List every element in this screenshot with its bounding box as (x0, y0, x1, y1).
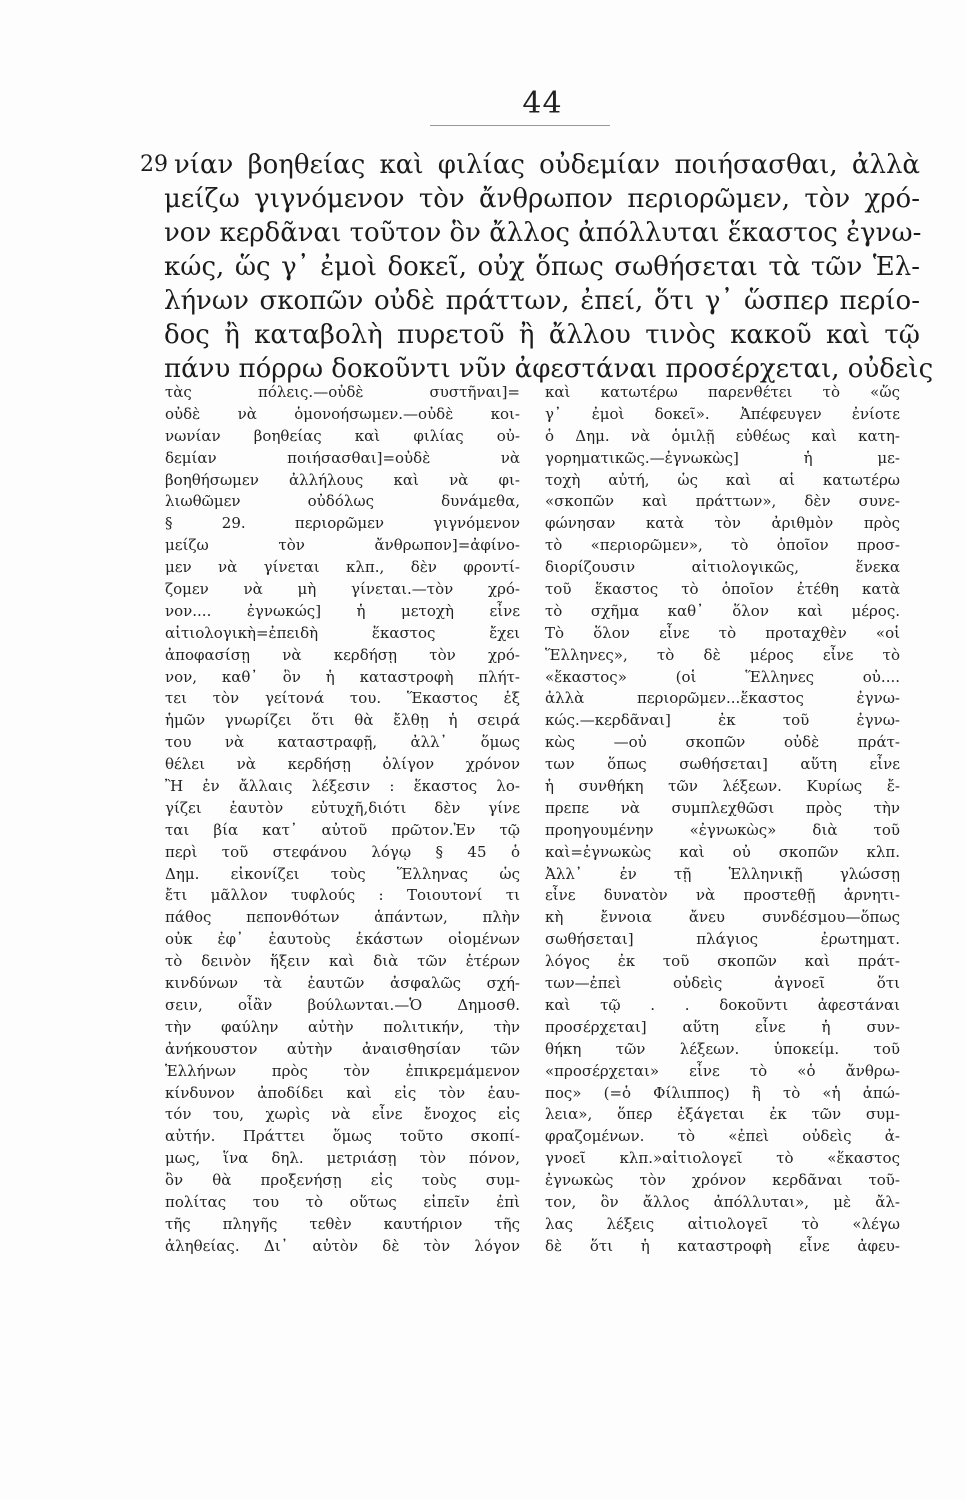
note-line: κινδύνων τὰ ἑαυτῶν ἀσφαλῶς σχή- (165, 974, 520, 993)
main-text-line (140, 148, 920, 182)
note-line: «σκοπῶν καὶ πράττων», δὲν συνε- (545, 492, 900, 511)
section-number: 29 (140, 152, 168, 177)
note-line: τόν του, χωρὶς νὰ εἶνε ἔνοχος εἰς (165, 1105, 520, 1124)
note-line: «προσέρχεται» εἶνε τὸ «ὁ ἄνθρω- (545, 1061, 900, 1080)
note-line: γ᾽ ἐμοὶ δοκεῖ». Ἀπέφευγεν ἐνίοτε (545, 404, 900, 423)
note-line: «ἕκαστος» (οἱ Ἕλληνες οὐ.... (545, 667, 900, 686)
note-line: τὸ «περιορῶμεν», τὸ ὁποῖον προσ- (545, 536, 900, 555)
main-text-line (140, 284, 920, 318)
note-line: νωνίαν βοηθείας καὶ φιλίας οὐ- (165, 426, 520, 445)
note-line: μείζω τὸν ἄνθρωπον]=ἀφίνο- (165, 536, 520, 555)
note-line: ἔτι μᾶλλον τυφλούς : Τοιουτονί τι (165, 886, 520, 905)
note-line: § 29. περιορῶμεν γιγνόμενον (165, 514, 520, 533)
note-line: λας λέξεις αἰτιολογεῖ τὸ «λέγω (545, 1214, 900, 1233)
note-line: τον, ὃν ἄλλος ἀπόλλυται», μὲ ἄλ- (545, 1192, 900, 1211)
note-line: οὐκ ἐφ᾽ ἑαυτοὺς ἑκάστων οἰομένων (165, 930, 520, 949)
notes-right-column (545, 382, 900, 1258)
note-line: οὐδὲ νὰ ὁμονοήσωμεν.—οὐδὲ κοι- (165, 404, 520, 423)
main-text-line (140, 182, 920, 216)
note-line: φραζομένων. τὸ «ἐπεὶ οὐδεὶς ἀ- (545, 1127, 900, 1146)
note-line: καὶ τῷ . . δοκοῦντι ἀφεστάναι (545, 995, 900, 1014)
note-line: ἀνήκουστον αὐτὴν ἀναισθησίαν τῶν (165, 1039, 520, 1058)
note-line: τοχὴ αὐτή, ὡς καὶ αἱ κατωτέρω (545, 470, 900, 489)
page-number: 44 (522, 86, 563, 121)
main-text-content: νον κερδᾶναι τοῦτον ὃν ἄλλος ἀπόλλυται ἕκαστος ἐγνω- (164, 218, 922, 248)
note-line: τει τὸν γείτονά του. Ἕκαστος ἐξ (165, 689, 520, 708)
note-line: του νὰ καταστραφῇ, ἀλλ᾽ ὅμως (165, 733, 520, 752)
note-line: σειν, οἶἂν βούλωνται.—Ὁ Δημοσθ. (165, 995, 520, 1014)
note-line: λόγος ἐκ τοῦ σκοπῶν καὶ πράτ- (545, 952, 900, 971)
note-line: πάθος πεπονθότων ἁπάντων, πλὴν (165, 908, 520, 927)
note-line: προσέρχεται] αὕτη εἶνε ἡ συν- (545, 1017, 900, 1036)
note-line: ἀποφασίσῃ νὰ κερδήσῃ τὸν χρό- (165, 645, 520, 664)
note-line: μως, ἵνα δηλ. μετριάσῃ τὸν πόνον, (165, 1149, 520, 1168)
note-line: ἡ συνθήκη τῶν λέξεων. Κυρίως ἔ- (545, 777, 900, 796)
notes-left-column (165, 382, 520, 1258)
note-line: λιωθῶμεν οὐδόλως δυνάμεθα, (165, 492, 520, 511)
note-line: περὶ τοῦ στεφάνου λόγῳ § 45 ὁ (165, 842, 520, 861)
note-line: πολίτας του τὸ οὕτως εἰπεῖν ἐπὶ (165, 1192, 520, 1211)
note-line: νον, καθ᾽ ὃν ἡ καταστροφὴ πλήτ- (165, 667, 520, 686)
main-text-content: λήνων σκοπῶν οὐδὲ πράττων, ἐπεί, ὅτι γ᾽ ὥσπερ περίο- (164, 286, 920, 316)
note-line: Ἢ ἐν ἄλλαις λέξεσιν : ἕκαστος λο- (165, 777, 520, 796)
note-line: φώνησαν κατὰ τὸν ἀριθμὸν πρὸς (545, 514, 900, 533)
note-line: τὰς πόλεις.—οὐδὲ συστῆναι]= (165, 383, 520, 401)
note-line: διορίζουσιν αἰτιολογικῶς, ἕνεκα (545, 558, 900, 577)
note-line: γνοεῖ κλπ.»αἰτιολογεῖ τὸ «ἕκαστος (545, 1149, 900, 1168)
note-line: Τὸ ὅλον εἶνε τὸ προταχθὲν «οἱ (545, 623, 900, 642)
note-line: λεια», ὅπερ ἐξάγεται ἐκ τῶν συμ- (545, 1105, 900, 1124)
note-line: εἶνε δυνατὸν νὰ προστεθῇ ἀρνητι- (545, 886, 900, 905)
note-line: τὸ σχῆμα καθ᾽ ὅλον καὶ μέρος. (545, 601, 900, 620)
note-line: αὐτήν. Πράττει ὅμως τοῦτο σκοπί- (165, 1127, 520, 1146)
note-line: κώς.—κερδᾶναι] ἐκ τοῦ ἐγνω- (545, 711, 900, 730)
note-line: σωθήσεται] πλάγιος ἐρωτηματ. (545, 930, 900, 949)
note-line: ται βία κατ᾽ αὐτοῦ πρῶτον.Ἐν τῷ (165, 820, 520, 839)
main-text-line (140, 216, 920, 250)
note-line: Ἀλλ᾽ ἐν τῇ Ἑλληνικῇ γλώσσῃ (545, 864, 900, 883)
note-line: τὸ δεινὸν ἥξειν καὶ διὰ τῶν ἑτέρων (165, 952, 520, 971)
note-line: θήκη τῶν λέξεων. ὑποκείμ. τοῦ (545, 1039, 900, 1058)
note-line: πος» (=ὁ Φίλιππος) ἢ τὸ «ἡ ἀπώ- (545, 1083, 900, 1102)
note-line: κὼς —οὐ σκοπῶν οὐδὲ πράτ- (545, 733, 900, 752)
note-line: καὶ=ἐγνωκὼς καὶ οὐ σκοπῶν κλπ. (545, 842, 900, 861)
note-line: των—ἐπεὶ οὐδεὶς ἀγνοεῖ ὅτι (545, 974, 900, 993)
note-line: ἀληθείας. Δι᾽ αὐτὸν δὲ τὸν λόγον (165, 1236, 520, 1255)
note-line: κὴ ἔννοια ἄνευ συνδέσμου—ὅπως (545, 908, 900, 927)
note-line: γορηματικῶς.—ἐγνωκὼς] ἡ με- (545, 448, 900, 467)
note-line: καὶ κατωτέρω παρενθέτει τὸ «ὥς (545, 383, 900, 401)
note-line: Δημ. εἰκονίζει τοὺς Ἕλληνας ὡς (165, 864, 520, 883)
note-line: ἀλλὰ περιορῶμεν...ἕκαστος ἐγνω- (545, 689, 900, 708)
main-text-line (140, 318, 920, 352)
note-line: δεμίαν ποιήσασθαι]=οὐδὲ νὰ (165, 448, 520, 467)
main-text-content: δος ἢ καταβολὴ πυρετοῦ ἢ ἄλλου τινὸς κακοῦ καὶ τῷ (164, 320, 920, 350)
note-line: κίνδυνον ἀποδίδει καὶ εἰς τὸν ἑαυ- (165, 1083, 520, 1102)
note-line: μεν νὰ γίνεται κλπ., δὲν φροντί- (165, 558, 520, 577)
note-line: νον.... ἐγνωκώς] ἡ μετοχὴ εἶνε (165, 601, 520, 620)
note-line: Ἑλλήνων πρὸς τὸν ἐπικρεμάμενον (165, 1061, 520, 1080)
note-line: βοηθήσωμεν ἀλλήλους καὶ νὰ φι- (165, 470, 520, 489)
note-line: τὴν φαύλην αὐτὴν πολιτικήν, τὴν (165, 1017, 520, 1036)
note-line: γίζει ἑαυτὸν εὐτυχῆ,διότι δὲν γίνε (165, 798, 520, 817)
main-text-line (140, 250, 920, 284)
main-text-content: μείζω γιγνόμενον τὸν ἄνθρωπον περιορῶμεν, τὸν χρό- (164, 184, 920, 214)
note-line: θέλει νὰ κερδήσῃ ὀλίγον χρόνον (165, 755, 520, 774)
header-rule (430, 125, 610, 126)
note-line: ἡμῶν γνωρίζει ὅτι θὰ ἔλθῃ ἡ σειρά (165, 711, 520, 730)
main-text-content: νίαν βοηθείας καὶ φιλίας οὐδεμίαν ποιήσασθαι, ἀλλὰ (174, 150, 920, 180)
note-line: ἐγνωκὼς τὸν χρόνον κερδᾶναι τοῦ- (545, 1171, 900, 1190)
note-line: προηγουμένην «ἐγνωκὼς» διὰ τοῦ (545, 820, 900, 839)
note-line: των ὅπως σωθήσεται] αὕτη εἶνε (545, 755, 900, 774)
note-line: ζομεν νὰ μὴ γίνεται.—τὸν χρό- (165, 580, 520, 599)
main-text-line (140, 352, 934, 386)
note-line: τῆς πληγῆς τεθὲν καυτήριον τῆς (165, 1214, 520, 1233)
note-line: ὁ Δημ. νὰ ὁμιλῇ εὐθέως καὶ κατη- (545, 426, 900, 445)
note-line: τοῦ ἕκαστος τὸ ὁποῖον ἐτέθη κατὰ (545, 580, 900, 599)
note-line: ὃν θὰ προξενήσῃ εἰς τοὺς συμ- (165, 1171, 520, 1190)
main-text-content: πάνυ πόρρω δοκοῦντι νῦν ἀφεστάναι προσέρχεται, οὐδεὶς (164, 354, 934, 384)
main-greek-text (140, 148, 934, 386)
note-line: δὲ ὅτι ἡ καταστροφὴ εἶνε ἀφευ- (545, 1236, 900, 1255)
note-line: πρεπε νὰ συμπλεχθῶσι πρὸς τὴν (545, 798, 900, 817)
note-line: Ἕλληνες», τὸ δὲ μέρος εἶνε τὸ (545, 645, 900, 664)
main-text-content: κώς, ὥς γ᾽ ἐμοὶ δοκεῖ, οὐχ ὅπως σωθήσεται τὰ τῶν Ἑλ- (164, 252, 920, 282)
note-line: αἰτιολογικὴ=ἐπειδὴ ἕκαστος ἔχει (165, 623, 520, 642)
